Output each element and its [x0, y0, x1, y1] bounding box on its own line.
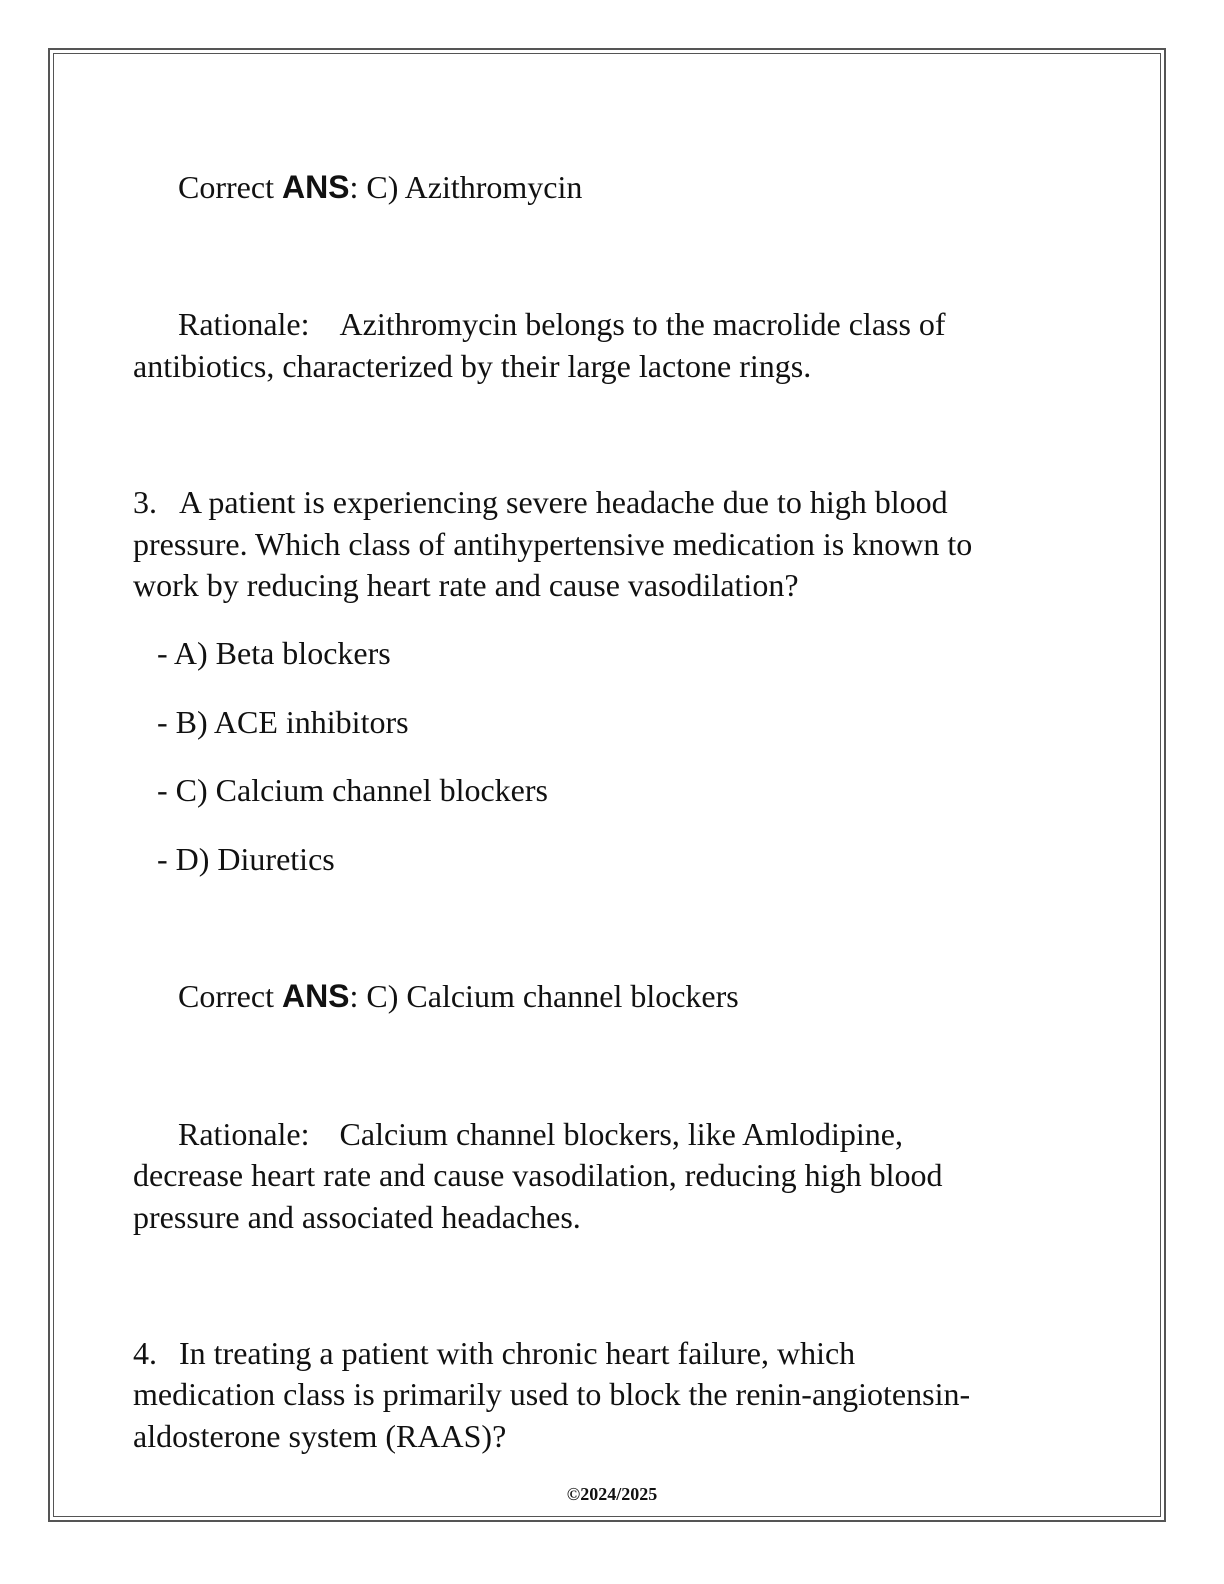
question-text: work by reducing heart rate and cause vasodilation?	[133, 567, 799, 603]
rationale-line	[178, 304, 946, 344]
question-4-line	[133, 1374, 970, 1414]
rationale-line	[133, 1197, 581, 1237]
question-text: A patient is experiencing severe headache due to high blood	[179, 484, 948, 520]
option-b: - B) ACE inhibitors	[157, 704, 409, 740]
rationale-text: Azithromycin belongs to the macrolide class of	[339, 306, 946, 342]
correct-prefix: Correct	[178, 978, 282, 1014]
question-3-line	[133, 565, 799, 605]
question-text: In treating a patient with chronic heart failure, which	[179, 1335, 856, 1371]
option-d: - D) Diuretics	[157, 841, 335, 877]
rationale-text: Calcium channel blockers, like Amlodipine,	[339, 1116, 903, 1152]
question-3-line	[133, 524, 972, 564]
question-number: 3.	[133, 484, 157, 520]
question-4-line	[133, 1416, 506, 1456]
option-c: - C) Calcium channel blockers	[157, 772, 548, 808]
option-a: - A) Beta blockers	[157, 635, 391, 671]
rationale-text: pressure and associated headaches.	[133, 1199, 581, 1235]
rationale-label: Rationale:	[178, 1116, 310, 1152]
copyright-footer: ©2024/2025	[566, 1484, 658, 1504]
rationale-text: antibiotics, characterized by their large lactone rings.	[133, 348, 812, 384]
correct-answer-value: : C) Azithromycin	[349, 169, 583, 205]
correct-answer-line	[178, 976, 739, 1016]
question-text: aldosterone system (RAAS)?	[133, 1418, 507, 1454]
question-text: pressure. Which class of antihypertensive medication is known to	[133, 526, 973, 562]
question-4-line	[133, 1333, 855, 1373]
question-3-line	[133, 482, 948, 522]
question-text: medication class is primarily used to block the renin-angiotensin-	[133, 1376, 971, 1412]
rationale-line	[178, 1114, 903, 1154]
ans-label: ANS	[281, 169, 350, 205]
question-number: 4.	[133, 1335, 157, 1371]
correct-answer-value: : C) Calcium channel blockers	[349, 978, 739, 1014]
correct-answer-line	[178, 167, 582, 207]
rationale-line	[133, 346, 811, 386]
rationale-label: Rationale:	[178, 306, 310, 342]
correct-prefix: Correct	[178, 169, 282, 205]
rationale-line	[133, 1155, 942, 1195]
rationale-text: decrease heart rate and cause vasodilation, reducing high blood	[133, 1157, 943, 1193]
ans-label: ANS	[281, 978, 350, 1014]
